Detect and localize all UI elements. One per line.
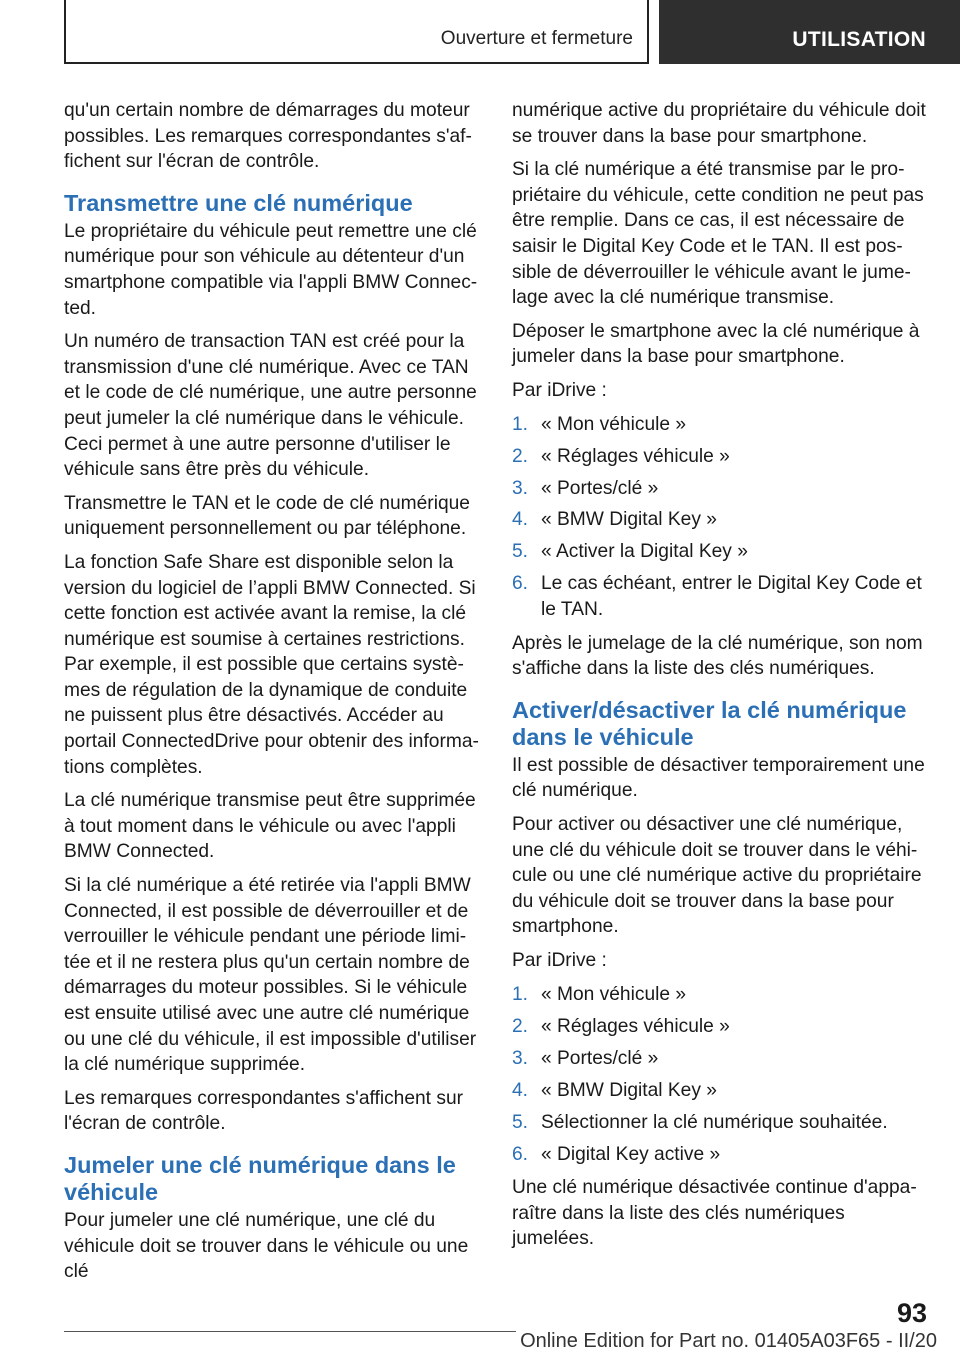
step-text: « BMW Digital Key » [541,1079,717,1101]
step-number: 5. [512,1111,529,1133]
step-text: « Mon véhicule » [541,413,687,435]
step-text: Le cas échéant, entrer le Digital Key Code et le TAN. [541,573,922,621]
list-item [512,1014,930,1040]
heading-activate: Activer/désactiver la clé numérique dans le véhicule [512,696,907,750]
paragraph: Par iDrive : [512,949,607,971]
paragraph: Pour jumeler une clé numérique, une clé du véhicule doit se trouver dans le véhicule ou une clé [64,1209,469,1283]
step-number: 5. [512,541,529,563]
list-item [512,1046,930,1072]
chapter-tab [659,0,960,64]
paragraph: Si la clé numérique a été transmise par le propriétaire du véhicule, cette condition ne peut pas être remplie. Dans ce cas, il est nécessaire de saisir le Digital Key Code et le TAN. Il est possible de déverrouiller le véhicule avant le jumelage avec la clé numérique transmise. [512,159,924,309]
step-text: « BMW Digital Key » [541,509,717,531]
steps-list-activate [512,982,930,1168]
step-number: 1. [512,983,529,1005]
paragraph: Un numéro de transaction TAN est créé pour la transmission d'une clé numérique. Avec ce TAN et le code de clé numérique, une autre personne peut jumeler la clé numérique dans le véhicule. Ceci permet à une autre personne d'utiliser le véhicule sans être près du véhicule. [64,331,477,481]
step-number: 4. [512,509,529,531]
list-item [512,507,930,533]
step-number: 4. [512,1079,529,1101]
step-text: « Digital Key active » [541,1143,721,1165]
paragraph: qu'un certain nombre de démarrages du moteur possibles. Les remarques correspondantes s'affichent sur l'écran de contrôle. [64,100,472,173]
paragraph: Transmettre le TAN et le code de clé numérique uniquement personnellement ou par téléphone. [64,492,470,540]
steps-list-pair [512,412,930,623]
list-item [512,1110,930,1136]
section-title: Ouverture et fermeture [440,28,633,49]
step-number: 2. [512,1015,529,1037]
paragraph: Après le jumelage de la clé numérique, son nom s'affiche dans la liste des clés numériques. [512,632,923,680]
page-number: 93 [896,1298,927,1328]
right-column [512,98,930,1260]
paragraph: Il est possible de désactiver temporairement une clé numérique. [512,754,925,802]
step-number: 3. [512,477,529,499]
step-text: « Réglages véhicule » [541,1015,730,1037]
left-column [64,98,482,1293]
list-item [512,412,930,438]
paragraph: Déposer le smartphone avec la clé numérique à jumeler dans la base pour smartphone. [512,320,920,368]
list-item [512,982,930,1008]
list-item [512,1142,930,1168]
list-item [512,476,930,502]
list-item [512,571,930,622]
paragraph: Pour activer ou désactiver une clé numérique, une clé du véhicule doit se trouver dans le véhicule ou une clé numérique active du propriétaire du véhicule doit se trouver dans la base pour smartphone. [512,814,922,938]
paragraph: Une clé numérique désactivée continue d'apparaître dans la liste des clés numériques jumelées. [512,1177,917,1250]
step-text: « Activer la Digital Key » [541,541,748,563]
list-item [512,539,930,565]
step-number: 2. [512,445,529,467]
paragraph: Les remarques correspondantes s'affichent sur l'écran de contrôle. [64,1087,464,1135]
step-number: 6. [512,573,529,595]
step-text: Sélectionner la clé numérique souhaitée. [541,1111,888,1133]
paragraph: La clé numérique transmise peut être supprimée à tout moment dans le véhicule ou avec l'appli BMW Connected. [64,790,476,863]
chapter-title: UTILISATION [792,28,926,51]
step-text: « Portes/clé » [541,1047,659,1069]
heading-transmit: Transmettre une clé numérique [64,189,413,216]
heading-pair: Jumeler une clé numérique dans le véhicule [64,1151,456,1205]
step-text: « Portes/clé » [541,477,659,499]
paragraph: La fonction Safe Share est disponible selon la version du logiciel de l’appli BMW Connected. Si cette fonction est activée avant la remise, la clé numérique est soumise à certaines restrictions. Par exemple, il est possible que certains systèmes de régulation de la dynamique de conduite ne puissent plus être désactivés. Accéder au portail ConnectedDrive pour obtenir des informations complètes. [64,551,479,778]
step-text: « Mon véhicule » [541,983,687,1005]
paragraph: Par iDrive : [512,379,607,401]
paragraph: Le propriétaire du véhicule peut remettre une clé numérique pour son véhicule au détenteur d'un smartphone compatible via l'appli BMW Connected. [64,220,478,319]
step-number: 3. [512,1047,529,1069]
edition-footer: Online Edition for Part no. 01405A03F65 - II/20 [516,1330,937,1353]
paragraph: Si la clé numérique a été retirée via l'appli BMW Connected, il est possible de déverrouiller et de verrouiller le véhicule pendant une période limitée et il ne restera plus qu'un certain nombre de démarrages du moteur possibles. Si le véhicule est ensuite utilisé avec une autre clé numérique ou une clé du véhicule, il est impossible d'utiliser la clé numérique supprimée. [64,875,477,1076]
header-section-box [64,0,649,64]
step-text: « Réglages véhicule » [541,445,730,467]
list-item [512,1078,930,1104]
step-number: 1. [512,413,529,435]
step-number: 6. [512,1143,529,1165]
list-item [512,444,930,470]
paragraph: numérique active du propriétaire du véhicule doit se trouver dans la base pour smartphone. [512,100,926,147]
